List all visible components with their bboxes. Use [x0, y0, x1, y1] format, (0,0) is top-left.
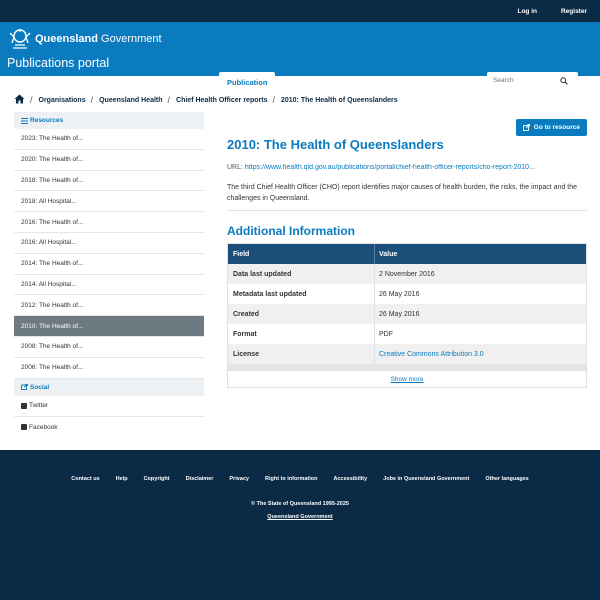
- external-link-icon: [523, 124, 530, 131]
- sidebar-item-2006[interactable]: 2006: The Health of...: [14, 358, 204, 379]
- footer-copyright[interactable]: Copyright: [143, 476, 170, 482]
- portal-title[interactable]: Publications portal: [7, 56, 110, 70]
- footer-accessibility[interactable]: Accessibility: [333, 476, 368, 482]
- search-box: [487, 72, 578, 89]
- social-twitter[interactable]: Twitter: [14, 396, 204, 417]
- resource-description: The third Chief Health Officer (CHO) report identifies major causes of health burden, the risks, the impact and the challenges in Queensland.: [227, 184, 578, 202]
- site-header: [0, 22, 600, 87]
- top-bar: [0, 0, 600, 22]
- tab-contact[interactable]: Contact: [449, 78, 478, 87]
- breadcrumb-current: 2010: The Health of Queenslanders: [280, 96, 398, 104]
- footer-disclaimer[interactable]: Disclaimer: [185, 476, 214, 482]
- brand-name: Queensland Government: [35, 33, 162, 45]
- search-input[interactable]: [487, 77, 557, 84]
- breadcrumb-separator: /: [272, 95, 275, 105]
- breadcrumb: [14, 94, 398, 106]
- qld-government-link[interactable]: Queensland Government: [267, 514, 333, 520]
- social-heading: Social: [14, 379, 204, 396]
- show-more-link[interactable]: Show more: [228, 370, 586, 387]
- site-footer: [0, 450, 600, 600]
- social-facebook[interactable]: Facebook: [14, 417, 204, 438]
- table-row: Format PDF: [228, 324, 586, 344]
- table-row: Metadata last updated 26 May 2016: [228, 284, 586, 304]
- license-link[interactable]: Creative Commons Attribution 3.0: [379, 350, 484, 358]
- breadcrumb-separator: /: [90, 95, 94, 105]
- list-icon: [21, 118, 28, 124]
- home-icon[interactable]: [14, 94, 25, 106]
- twitter-icon: [21, 403, 27, 409]
- additional-info-heading: Additional Information: [227, 224, 355, 238]
- login-link[interactable]: Log in: [517, 7, 537, 15]
- resources-sidebar: [14, 112, 204, 438]
- tab-standards[interactable]: Standards: [283, 78, 321, 87]
- sidebar-item-2008[interactable]: 2008: The Health of...: [14, 337, 204, 358]
- breadcrumb-separator: /: [167, 95, 171, 105]
- go-to-resource-button[interactable]: Go to resource: [516, 119, 587, 136]
- register-link[interactable]: Register: [560, 7, 587, 15]
- sidebar-item-2010[interactable]: 2010: The Health of...: [14, 316, 204, 337]
- column-header-field: Field: [228, 244, 375, 264]
- breadcrumb-cho-reports[interactable]: Chief Health Officer reports: [176, 96, 268, 104]
- footer-other-languages[interactable]: Other languages: [485, 476, 529, 482]
- main-nav: [219, 72, 486, 93]
- breadcrumb-queensland-health[interactable]: Queensland Health: [99, 96, 163, 104]
- footer-privacy[interactable]: Privacy: [229, 476, 249, 482]
- divider: [227, 210, 587, 211]
- footer-links: [0, 476, 600, 482]
- resource-url: URL: https://www.health.qld.gov.au/publications/portal/chief-health-officer-reports/cho-report-2010...: [227, 164, 535, 171]
- sidebar-item-2016-health[interactable]: 2016: The Health of...: [14, 212, 204, 233]
- tab-gazettes[interactable]: Gazettes: [402, 78, 434, 87]
- footer-contact-us[interactable]: Contact us: [71, 476, 100, 482]
- sidebar-item-2018-health[interactable]: 2018: The Health of...: [14, 171, 204, 192]
- page-title: 2010: The Health of Queenslanders: [227, 137, 444, 152]
- table-row: Data last updated 2 November 2016: [228, 264, 586, 284]
- copyright-text: © The State of Queensland 1995-2025: [251, 501, 349, 507]
- footer-right-to-information[interactable]: Right to information: [264, 476, 318, 482]
- sidebar-item-2014-health[interactable]: 2014: The Health of...: [14, 254, 204, 275]
- breadcrumb-organisations[interactable]: Organisations: [38, 96, 86, 104]
- qld-crest-icon: [7, 27, 33, 51]
- share-icon: [21, 384, 28, 390]
- tab-publication[interactable]: Publication: [219, 72, 275, 93]
- table-row: Created 26 May 2016: [228, 304, 586, 324]
- table-header: [228, 244, 586, 264]
- search-icon[interactable]: [557, 74, 571, 88]
- breadcrumb-separator: /: [30, 95, 33, 105]
- sidebar-item-2012[interactable]: 2012: The Health of...: [14, 295, 204, 316]
- facebook-icon: [21, 424, 27, 430]
- sidebar-item-2014-hospital[interactable]: 2014: All Hospital...: [14, 275, 204, 296]
- brand-logo[interactable]: [7, 27, 162, 51]
- column-header-value: Value: [379, 250, 398, 258]
- tab-organisations[interactable]: Organisations: [336, 78, 387, 87]
- sidebar-item-2020[interactable]: 2020: The Health of...: [14, 150, 204, 171]
- additional-info-table: [227, 243, 587, 388]
- footer-jobs[interactable]: Jobs in Queensland Government: [383, 476, 470, 482]
- resources-heading: Resources: [14, 112, 204, 129]
- resource-url-link[interactable]: https://www.health.qld.gov.au/publications/portal/chief-health-officer-reports/cho-report-2010...: [244, 164, 535, 171]
- sidebar-item-2016-hospital[interactable]: 2016: All Hospital...: [14, 233, 204, 254]
- sidebar-item-2023[interactable]: 2023: The Health of...: [14, 129, 204, 150]
- footer-help[interactable]: Help: [115, 476, 128, 482]
- table-row: License Creative Commons Attribution 3.0: [228, 344, 586, 364]
- sidebar-item-2018-hospital[interactable]: 2018: All Hospital...: [14, 191, 204, 212]
